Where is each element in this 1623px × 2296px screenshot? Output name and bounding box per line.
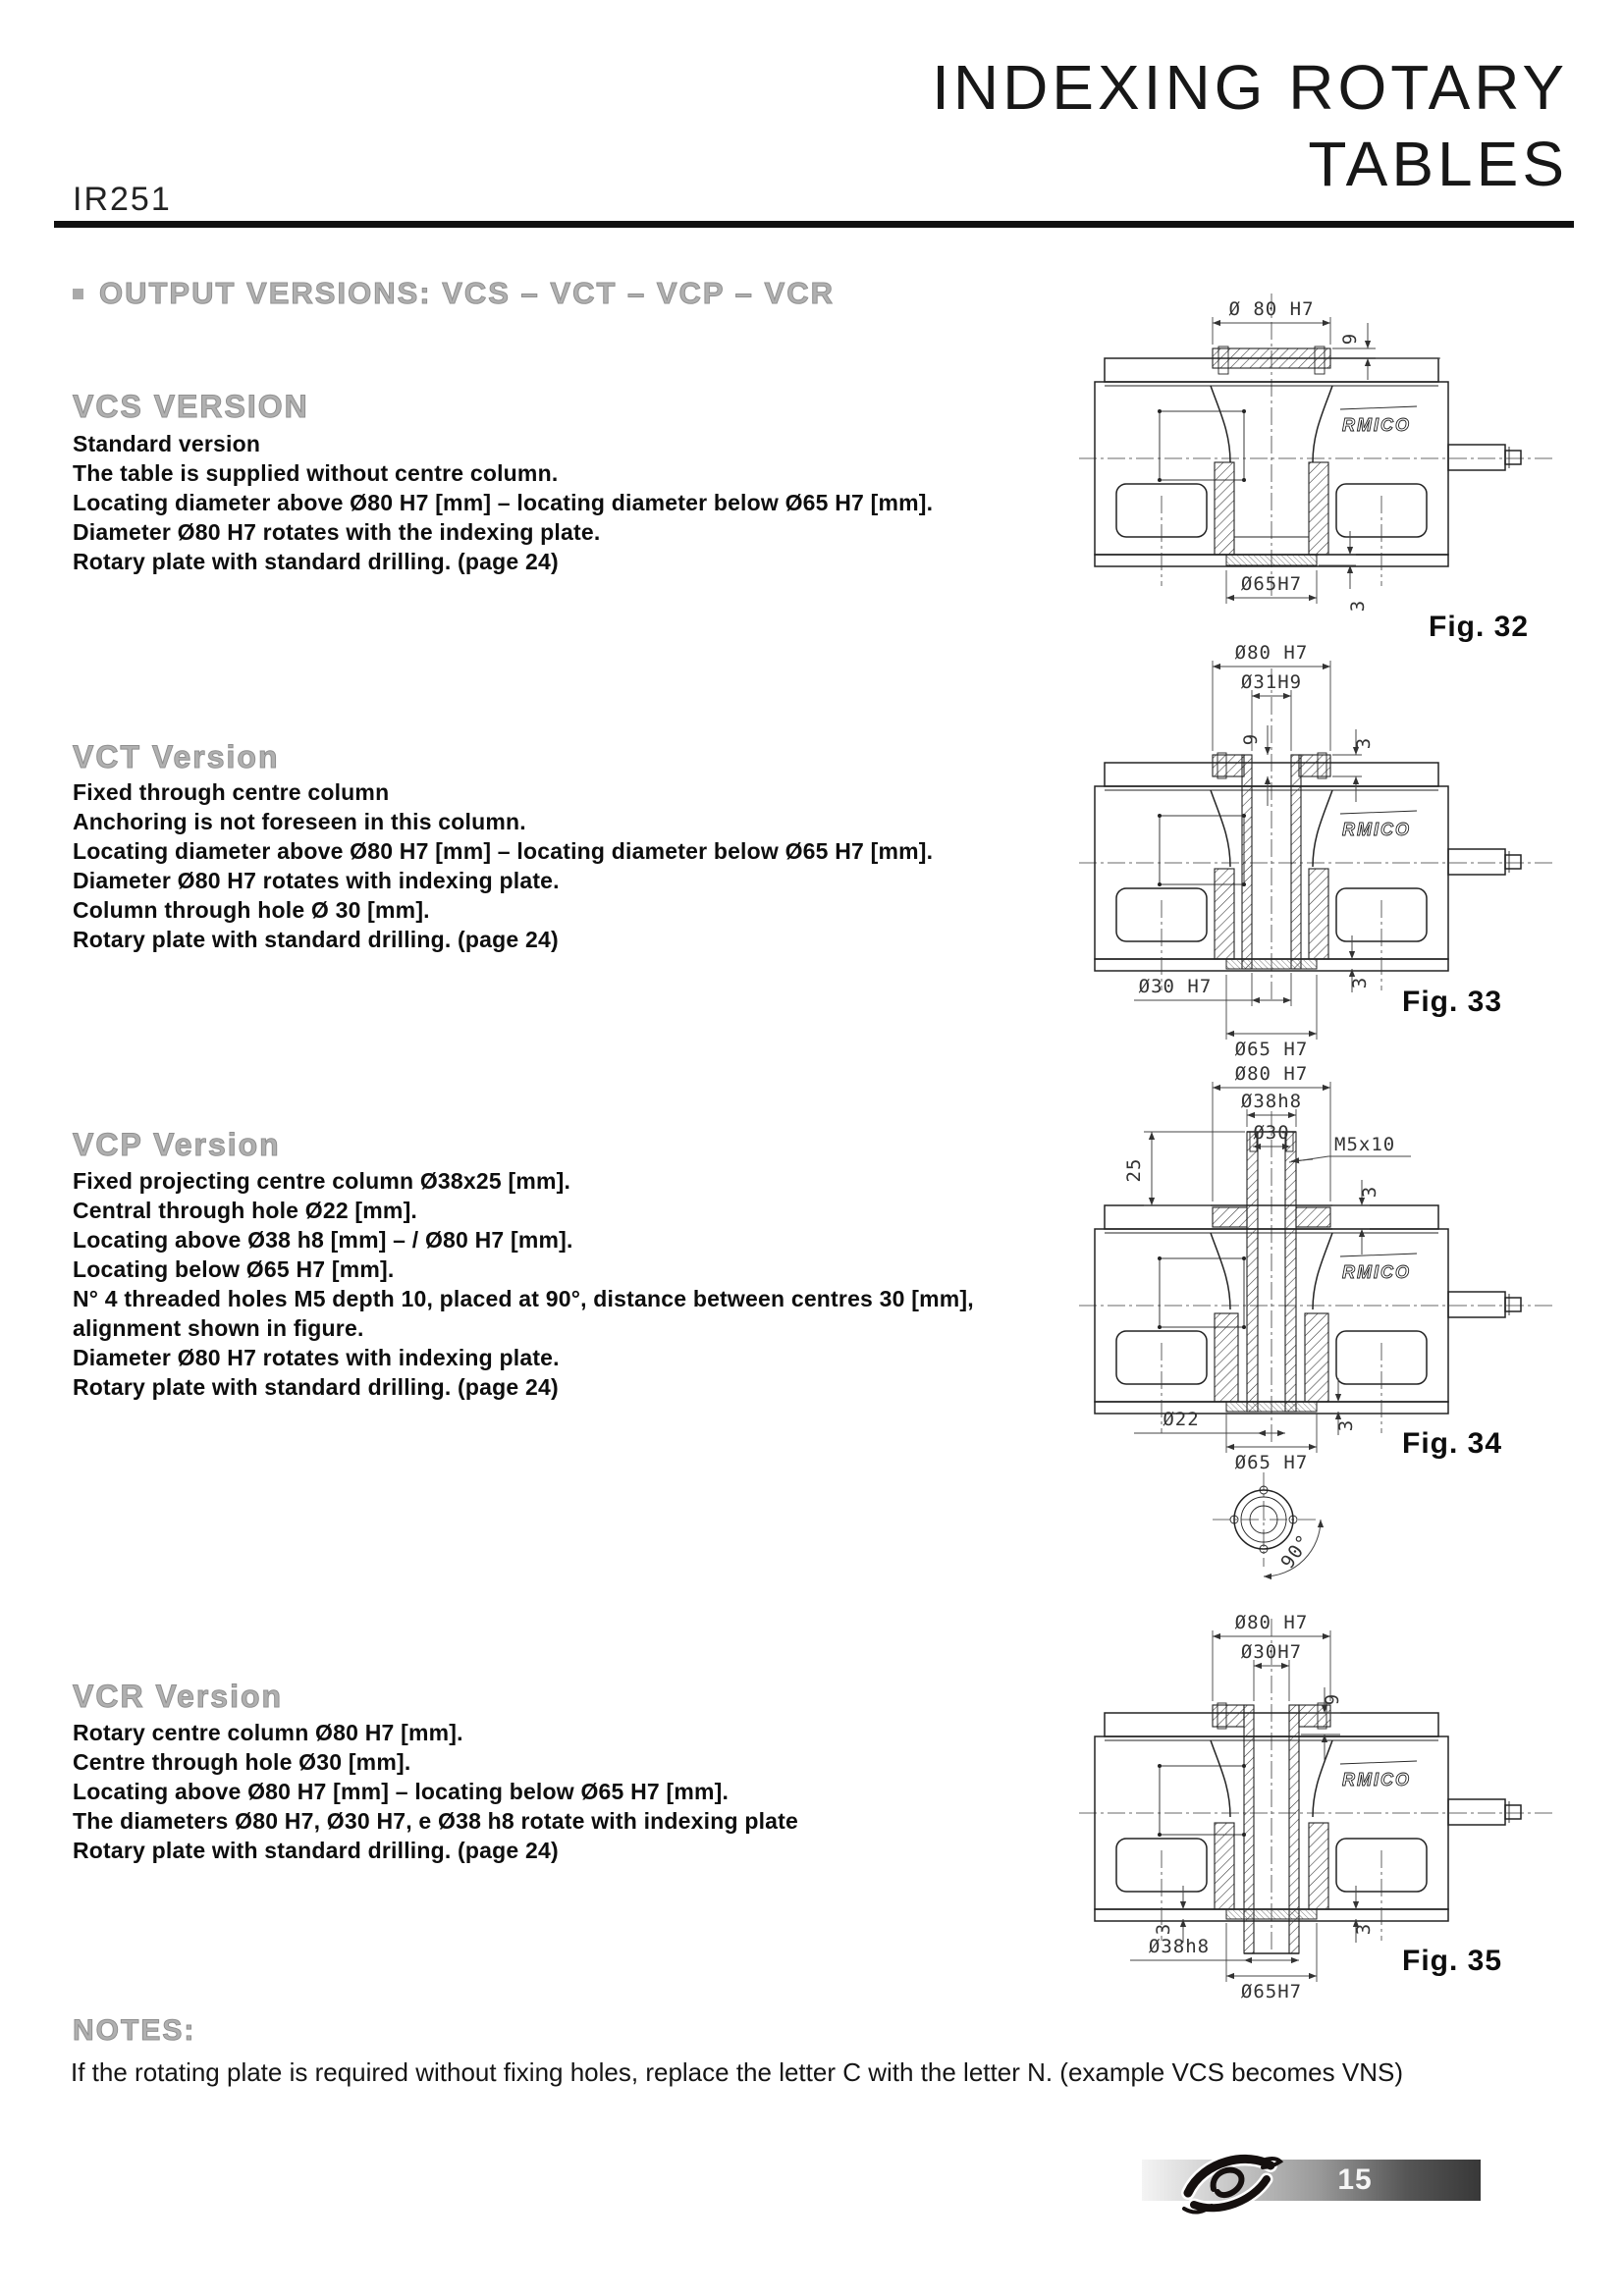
vcr-heading: VCR Version xyxy=(73,1679,284,1714)
spec-line: Central through hole Ø22 [mm]. xyxy=(73,1198,418,1223)
vcp-heading: VCP Version xyxy=(73,1127,281,1162)
vcs-spec-lines xyxy=(73,429,933,576)
spec-line: Standard version xyxy=(73,431,261,456)
output-versions-heading: OUTPUT VERSIONS: VCS – VCT – VCP – VCR xyxy=(73,276,835,311)
machine-logo: RMICO xyxy=(1342,1770,1411,1789)
dim-lip: 3 xyxy=(1335,1418,1357,1432)
dim-plate: 3 xyxy=(1359,1185,1380,1199)
dim-column: Ø38h8 xyxy=(1148,1936,1211,1957)
spec-line: Rotary plate with standard drilling. (page 24) xyxy=(73,927,559,952)
spec-line: Locating diameter above Ø80 H7 [mm] – locating diameter below Ø65 H7 [mm]. xyxy=(73,838,934,864)
dim-dia-bottom: Ø65 H7 xyxy=(1234,1452,1309,1473)
spec-line: Anchoring is not foreseen in this column. xyxy=(73,809,526,834)
dim-dia-top: Ø80 H7 xyxy=(1234,1612,1309,1633)
machine-logo: RMICO xyxy=(1342,415,1411,435)
spec-line: Rotary centre column Ø80 H7 [mm]. xyxy=(73,1720,463,1745)
dim-depth: 9 xyxy=(1339,332,1361,346)
fig32-caption: Fig. 32 xyxy=(1429,611,1530,643)
fig32-drawing xyxy=(1065,290,1571,653)
dim-lip: 3 xyxy=(1349,976,1371,989)
dim-dia-bottom: Ø65 H7 xyxy=(1234,1039,1309,1060)
spec-line: alignment shown in figure. xyxy=(73,1315,364,1341)
spec-line: Locating above Ø80 H7 [mm] – locating below Ø65 H7 [mm]. xyxy=(73,1779,730,1804)
page-number: 15 xyxy=(1337,2163,1373,2196)
spec-line: Fixed projecting centre column Ø38x25 [mm]. xyxy=(73,1168,571,1194)
dim-dia-bottom: Ø65H7 xyxy=(1240,573,1303,595)
indexing-plate-section xyxy=(1213,348,1330,368)
notes-heading: NOTES: xyxy=(73,2014,196,2047)
spec-line: Diameter Ø80 H7 rotates with indexing plate. xyxy=(73,868,560,893)
projecting-column-section xyxy=(1247,1132,1258,1412)
page-title xyxy=(932,49,1568,202)
spec-line: N° 4 threaded holes M5 depth 10, placed at 90°, distance between centres 30 [mm], xyxy=(73,1286,974,1311)
spec-line: The table is supplied without centre column. xyxy=(73,460,559,486)
dim-dia-top: Ø 80 H7 xyxy=(1228,298,1315,320)
spec-line: Centre through hole Ø30 [mm]. xyxy=(73,1749,411,1775)
spec-line: Rotary plate with standard drilling. (page 24) xyxy=(73,549,559,574)
page-title-line1: INDEXING ROTARY xyxy=(932,52,1568,123)
dim-lip-left: 3 xyxy=(1153,1922,1174,1936)
page-title-line2: TABLES xyxy=(1308,129,1568,199)
dim-dia-top: Ø80 H7 xyxy=(1234,1063,1309,1085)
spec-line: Fixed through centre column xyxy=(73,779,390,805)
vcp-spec-lines xyxy=(73,1166,974,1402)
company-logo-icon xyxy=(1174,2144,1290,2222)
dim-lip: 3 xyxy=(1347,599,1369,613)
spec-line: Column through hole Ø 30 [mm]. xyxy=(73,897,430,923)
spec-line: Diameter Ø80 H7 rotates with indexing plate. xyxy=(73,1345,560,1370)
spec-line: Diameter Ø80 H7 rotates with the indexing plate. xyxy=(73,519,601,545)
dim-thread: M5x10 xyxy=(1334,1134,1396,1155)
model-code: IR251 xyxy=(73,181,172,218)
dim-hole-bottom: Ø22 xyxy=(1163,1409,1200,1430)
dim-plate: 3 xyxy=(1353,736,1375,750)
dim-column: Ø38h8 xyxy=(1240,1091,1303,1112)
fig34-drawing xyxy=(1065,1060,1571,1610)
dim-bore-top: Ø31H9 xyxy=(1240,671,1303,693)
machine-logo: RMICO xyxy=(1342,820,1411,839)
dim-projection: 25 xyxy=(1123,1157,1145,1183)
notes-text: If the rotating plate is required without fixing holes, replace the letter C with the letter N. (example VCS becomes VNS) xyxy=(71,2057,1403,2087)
dim-bore-bottom: Ø30 H7 xyxy=(1138,976,1213,997)
spec-line: Rotary plate with standard drilling. (page 24) xyxy=(73,1374,559,1400)
spec-line: Rotary plate with standard drilling. (page 24) xyxy=(73,1838,559,1863)
vcr-spec-lines xyxy=(73,1718,798,1865)
spec-line: The diameters Ø80 H7, Ø30 H7, e Ø38 h8 rotate with indexing plate xyxy=(73,1808,799,1834)
spec-line: Locating diameter above Ø80 H7 [mm] – locating diameter below Ø65 H7 [mm]. xyxy=(73,490,934,515)
bottom-spigot-section xyxy=(1226,555,1317,565)
dim-bore-top: Ø30H7 xyxy=(1240,1641,1303,1663)
fig34-bottom-view xyxy=(1213,1472,1321,1576)
fig35-caption: Fig. 35 xyxy=(1402,1945,1503,1977)
dim-dia-bottom: Ø65H7 xyxy=(1240,1981,1303,2002)
dim-depth: 9 xyxy=(1322,1692,1343,1706)
dim-lip-right: 3 xyxy=(1353,1922,1375,1936)
header-rule xyxy=(54,221,1574,228)
spec-line: Locating below Ø65 H7 [mm]. xyxy=(73,1256,395,1282)
vct-heading: VCT Version xyxy=(73,739,280,774)
dim-holes-circle: Ø30 xyxy=(1253,1122,1290,1144)
fig33-caption: Fig. 33 xyxy=(1402,986,1503,1018)
column-wall-section xyxy=(1242,755,1252,969)
vct-spec-lines xyxy=(73,777,933,954)
dim-angle: 90° xyxy=(1276,1529,1316,1574)
fig34-caption: Fig. 34 xyxy=(1402,1427,1503,1460)
square-bullet-icon xyxy=(73,289,83,299)
machine-logo: RMICO xyxy=(1342,1262,1411,1282)
dim-dia-top: Ø80 H7 xyxy=(1234,642,1309,664)
spec-line: Locating above Ø38 h8 [mm] – / Ø80 H7 [mm]. xyxy=(73,1227,573,1253)
vcs-heading: VCS VERSION xyxy=(73,389,309,424)
dim-depth: 9 xyxy=(1240,732,1262,746)
